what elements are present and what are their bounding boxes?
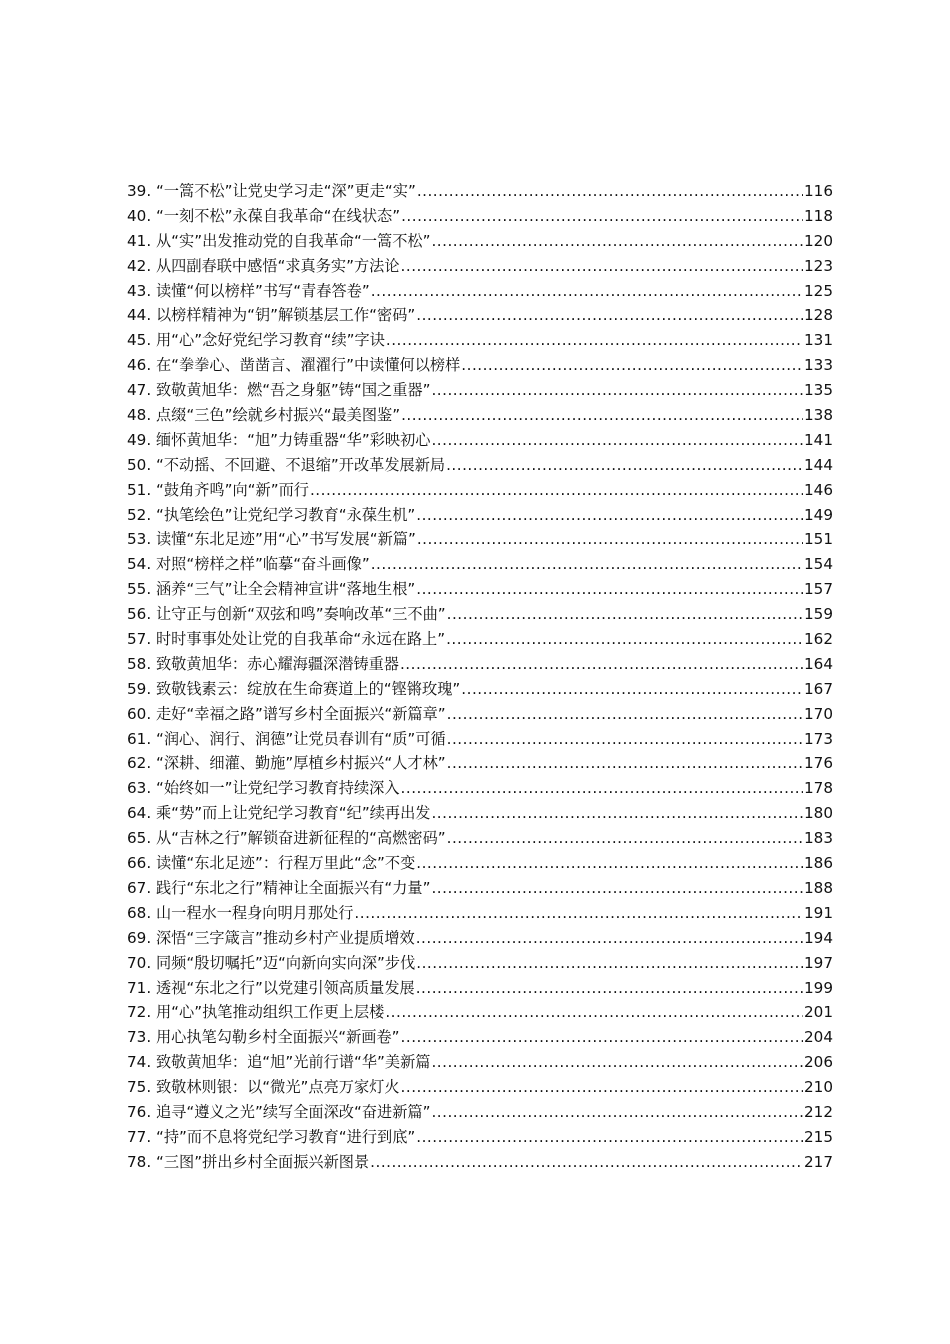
toc-entry[interactable] [127, 751, 833, 776]
toc-entry-number: 67. [127, 878, 152, 897]
toc-entry-page-number: 141 [804, 430, 833, 449]
toc-entry-page-number: 183 [804, 829, 833, 848]
toc-entry-page-number: 135 [804, 381, 833, 400]
toc-entry-number: 69. [127, 928, 152, 947]
toc-entry-title: “润心、润行、润德”让党员春训有“质”可循 [155, 729, 446, 748]
toc-entry[interactable] [127, 204, 833, 229]
toc-dot-leader [400, 652, 803, 677]
toc-dot-leader [417, 179, 803, 204]
toc-entry-title: 致敬钱素云：绽放在生命赛道上的“铿锵玫瑰” [155, 679, 461, 698]
toc-dot-leader [416, 503, 803, 528]
toc-entry[interactable] [127, 229, 833, 254]
toc-dot-leader [416, 1125, 803, 1150]
toc-entry-title: “持”而不息将党纪学习教育“进行到底” [155, 1127, 416, 1146]
toc-dot-leader [416, 851, 803, 876]
toc-entry[interactable] [127, 279, 833, 304]
toc-entry-title: “始终如一”让党纪学习教育持续深入 [155, 779, 400, 798]
toc-entry-page-number: 199 [804, 978, 833, 997]
toc-entry-page-number: 162 [804, 630, 833, 649]
toc-entry-number: 54. [127, 555, 152, 574]
toc-entry-page-number: 116 [804, 182, 833, 200]
toc-entry-page-number: 217 [804, 1152, 833, 1171]
toc-entry-number: 39. [127, 182, 152, 200]
toc-entry[interactable] [127, 1125, 833, 1150]
toc-dot-leader [447, 702, 803, 727]
toc-entry-title: “三图”拼出乡村全面振兴新图景 [155, 1152, 370, 1171]
toc-dot-leader [416, 976, 803, 1001]
toc-entry-page-number: 149 [804, 505, 833, 524]
toc-entry-title: 乘“势”而上让党纪学习教育“纪”续再出发 [155, 804, 431, 823]
toc-entry-page-number: 131 [804, 331, 833, 350]
toc-entry-page-number: 128 [804, 306, 833, 325]
toc-entry-page-number: 146 [804, 480, 833, 499]
toc-entry[interactable] [127, 353, 833, 378]
toc-entry[interactable] [127, 801, 833, 826]
toc-entry-title: “深耕、细灌、勤施”厚植乡村振兴“人才林” [155, 754, 446, 773]
toc-dot-leader [431, 378, 803, 403]
toc-entry-title: 读懂“东北足迹”用“心”书写发展“新篇” [155, 530, 416, 549]
toc-dot-leader [446, 453, 803, 478]
toc-entry-number: 71. [127, 978, 152, 997]
toc-entry[interactable] [127, 1050, 833, 1075]
toc-entry[interactable] [127, 1025, 833, 1050]
toc-entry-page-number: 120 [804, 231, 833, 250]
toc-dot-leader [371, 552, 803, 577]
toc-entry-page-number: 125 [804, 281, 833, 300]
toc-dot-leader [401, 403, 803, 428]
toc-entry-number: 70. [127, 953, 152, 972]
toc-entry-number: 63. [127, 779, 152, 798]
toc-entry-page-number: 118 [804, 206, 833, 225]
toc-entry-page-number: 170 [804, 704, 833, 723]
toc-entry-title: 致敬黄旭华：追“旭”光前行谱“华”美新篇 [155, 1053, 431, 1072]
toc-entry-number: 49. [127, 430, 152, 449]
toc-entry-title: 深悟“三字箴言”推动乡村产业提质增效 [155, 928, 415, 947]
toc-entry-page-number: 167 [804, 679, 833, 698]
toc-entry-page-number: 159 [804, 605, 833, 624]
toc-dot-leader [417, 527, 803, 552]
toc-entry[interactable] [127, 727, 833, 752]
toc-entry-page-number: 204 [804, 1028, 833, 1047]
toc-entry-title: “鼓角齐鸣”向“新”而行 [155, 480, 309, 499]
table-of-contents [127, 179, 833, 1175]
toc-entry[interactable] [127, 602, 833, 627]
toc-entry-title: 从四副春联中感悟“求真务实”方法论 [155, 256, 400, 275]
toc-entry-title: 从“实”出发推动党的自我革命“一篙不松” [155, 231, 431, 250]
toc-entry-page-number: 154 [804, 555, 833, 574]
toc-dot-leader [447, 727, 803, 752]
toc-dot-leader [386, 328, 803, 353]
toc-entry-title: “一刻不松”永葆自我革命“在线状态” [155, 206, 401, 225]
toc-entry-number: 40. [127, 206, 152, 225]
toc-entry-number: 65. [127, 829, 152, 848]
toc-entry-number: 76. [127, 1102, 152, 1121]
toc-entry-page-number: 123 [804, 256, 833, 275]
toc-entry-title: 缅怀黄旭华：“旭”力铸重器“华”彩映初心 [155, 430, 431, 449]
toc-entry-number: 45. [127, 331, 152, 350]
toc-entry[interactable] [127, 328, 833, 353]
toc-dot-leader [446, 627, 803, 652]
toc-entry[interactable] [127, 303, 833, 328]
toc-dot-leader [354, 901, 803, 926]
toc-entry-number: 72. [127, 1003, 152, 1022]
toc-entry-title: 致敬林则银：以“微光”点亮万家灯火 [155, 1078, 400, 1097]
toc-entry-title: 涵养“三气”让全会精神宣讲“落地生根” [155, 580, 416, 599]
toc-entry-number: 46. [127, 356, 152, 375]
toc-entry-number: 47. [127, 381, 152, 400]
toc-entry[interactable] [127, 901, 833, 926]
toc-entry[interactable] [127, 378, 833, 403]
toc-entry[interactable] [127, 851, 833, 876]
toc-entry-number: 73. [127, 1028, 152, 1047]
toc-entry-title: 同频“殷切嘱托”迈“向新向实向深”步伐 [155, 953, 416, 972]
toc-entry[interactable] [127, 1100, 833, 1125]
toc-entry-page-number: 186 [804, 854, 833, 873]
toc-dot-leader [371, 279, 803, 304]
toc-entry-title: 山一程水一程身向明月那处行 [155, 903, 354, 922]
toc-entry-title: 用“心”执笔推动组织工作更上层楼 [155, 1003, 385, 1022]
toc-entry[interactable] [127, 627, 833, 652]
toc-dot-leader [416, 951, 803, 976]
toc-entry-title: “执笔绘色”让党纪学习教育“永葆生机” [155, 505, 416, 524]
toc-entry[interactable] [127, 577, 833, 602]
toc-entry-number: 68. [127, 903, 152, 922]
toc-dot-leader [401, 204, 803, 229]
toc-entry-page-number: 164 [804, 654, 833, 673]
toc-dot-leader [370, 1150, 803, 1175]
toc-dot-leader [310, 478, 803, 503]
toc-entry[interactable] [127, 478, 833, 503]
toc-entry-number: 55. [127, 580, 152, 599]
toc-entry-page-number: 206 [804, 1053, 833, 1072]
toc-entry-number: 64. [127, 804, 152, 823]
toc-dot-leader [431, 1050, 803, 1075]
toc-entry[interactable] [127, 951, 833, 976]
toc-entry-number: 60. [127, 704, 152, 723]
toc-dot-leader [447, 751, 803, 776]
toc-entry-title: 走好“幸福之路”谱写乡村全面振兴“新篇章” [155, 704, 446, 723]
toc-entry-title: 点缀“三色”绘就乡村振兴“最美图鉴” [155, 406, 401, 425]
toc-entry-number: 77. [127, 1127, 152, 1146]
toc-entry-number: 48. [127, 406, 152, 425]
toc-entry[interactable] [127, 403, 833, 428]
toc-entry-page-number: 197 [804, 953, 833, 972]
toc-dot-leader [401, 254, 803, 279]
toc-entry-title: 时时事事处处让党的自我革命“永远在路上” [155, 630, 446, 649]
toc-entry-number: 62. [127, 754, 152, 773]
toc-entry-page-number: 138 [804, 406, 833, 425]
toc-entry-title: 用心执笔勾勒乡村全面振兴“新画卷” [155, 1028, 400, 1047]
toc-dot-leader [431, 876, 803, 901]
toc-entry-page-number: 191 [804, 903, 833, 922]
toc-entry-number: 57. [127, 630, 152, 649]
toc-entry-title: 致敬黄旭华：赤心耀海疆深潜铸重器 [155, 654, 399, 673]
toc-entry-number: 66. [127, 854, 152, 873]
toc-entry-title: 用“心”念好党纪学习教育“续”字诀 [155, 331, 385, 350]
toc-entry-number: 56. [127, 605, 152, 624]
toc-entry-page-number: 210 [804, 1078, 833, 1097]
toc-dot-leader [416, 577, 803, 602]
toc-entry-page-number: 180 [804, 804, 833, 823]
toc-entry[interactable] [127, 976, 833, 1001]
toc-entry[interactable] [127, 677, 833, 702]
toc-dot-leader [431, 229, 803, 254]
toc-entry[interactable] [127, 453, 833, 478]
toc-dot-leader [401, 776, 803, 801]
toc-entry-number: 41. [127, 231, 152, 250]
toc-entry-page-number: 201 [804, 1003, 833, 1022]
toc-entry[interactable] [127, 552, 833, 577]
toc-entry[interactable] [127, 876, 833, 901]
toc-entry-number: 51. [127, 480, 152, 499]
toc-entry-title: 在“拳拳心、凿凿言、濯濯行”中读懂何以榜样 [155, 356, 461, 375]
toc-entry-number: 44. [127, 306, 152, 325]
toc-dot-leader [385, 1000, 803, 1025]
toc-entry[interactable] [127, 179, 833, 204]
toc-entry-title: 从“吉林之行”解锁奋进新征程的“高燃密码” [155, 829, 446, 848]
toc-entry-page-number: 157 [804, 580, 833, 599]
toc-entry-number: 42. [127, 256, 152, 275]
toc-dot-leader [401, 1025, 803, 1050]
toc-entry-page-number: 188 [804, 878, 833, 897]
toc-entry-page-number: 215 [804, 1127, 833, 1146]
toc-dot-leader [461, 677, 803, 702]
toc-entry[interactable] [127, 1150, 833, 1175]
toc-entry-title: 对照“榜样之样”临摹“奋斗画像” [155, 555, 370, 574]
toc-dot-leader [431, 428, 803, 453]
toc-entry-page-number: 133 [804, 356, 833, 375]
toc-entry-number: 78. [127, 1152, 152, 1171]
toc-entry-page-number: 178 [804, 779, 833, 798]
toc-dot-leader [401, 1075, 803, 1100]
toc-entry-page-number: 176 [804, 754, 833, 773]
toc-entry[interactable] [127, 652, 833, 677]
toc-entry-number: 59. [127, 679, 152, 698]
toc-dot-leader [416, 303, 803, 328]
toc-entry[interactable] [127, 702, 833, 727]
toc-dot-leader [447, 826, 803, 851]
toc-entry-title: 致敬黄旭华：燃“吾之身躯”铸“国之重器” [155, 381, 431, 400]
toc-entry-number: 58. [127, 654, 152, 673]
toc-entry[interactable] [127, 254, 833, 279]
toc-entry-number: 50. [127, 455, 152, 474]
toc-entry[interactable] [127, 826, 833, 851]
toc-entry[interactable] [127, 776, 833, 801]
toc-dot-leader [431, 1100, 803, 1125]
toc-entry[interactable] [127, 428, 833, 453]
toc-entry-title: 读懂“何以榜样”书写“青春答卷” [155, 281, 370, 300]
toc-entry-title: “一篙不松”让党史学习走“深”更走“实” [155, 182, 416, 200]
toc-entry-page-number: 194 [804, 928, 833, 947]
toc-entry[interactable] [127, 527, 833, 552]
toc-entry-number: 75. [127, 1078, 152, 1097]
toc-entry-number: 43. [127, 281, 152, 300]
toc-entry-page-number: 151 [804, 530, 833, 549]
toc-entry-page-number: 212 [804, 1102, 833, 1121]
toc-entry-title: 践行“东北之行”精神让全面振兴有“力量” [155, 878, 431, 897]
toc-entry-title: 追寻“遵义之光”续写全面深改“奋进新篇” [155, 1102, 431, 1121]
toc-entry[interactable] [127, 1075, 833, 1100]
toc-entry-title: 让守正与创新“双弦和鸣”奏响改革“三不曲” [155, 605, 446, 624]
toc-dot-leader [461, 353, 803, 378]
toc-entry-title: “不动摇、不回避、不退缩”开改革发展新局 [155, 455, 446, 474]
toc-entry-title: 以榜样精神为“钥”解锁基层工作“密码” [155, 306, 416, 325]
toc-entry-page-number: 144 [804, 455, 833, 474]
toc-entry[interactable] [127, 503, 833, 528]
toc-entry-number: 61. [127, 729, 152, 748]
toc-entry-title: 读懂“东北足迹”：行程万里此“念”不变 [155, 854, 416, 873]
toc-entry[interactable] [127, 926, 833, 951]
toc-entry-number: 52. [127, 505, 152, 524]
toc-entry-page-number: 173 [804, 729, 833, 748]
toc-dot-leader [416, 926, 803, 951]
toc-dot-leader [447, 602, 803, 627]
toc-dot-leader [431, 801, 803, 826]
toc-entry[interactable] [127, 1000, 833, 1025]
toc-entry-title: 透视“东北之行”以党建引领高质量发展 [155, 978, 415, 997]
toc-entry-number: 53. [127, 530, 152, 549]
toc-entry-number: 74. [127, 1053, 152, 1072]
